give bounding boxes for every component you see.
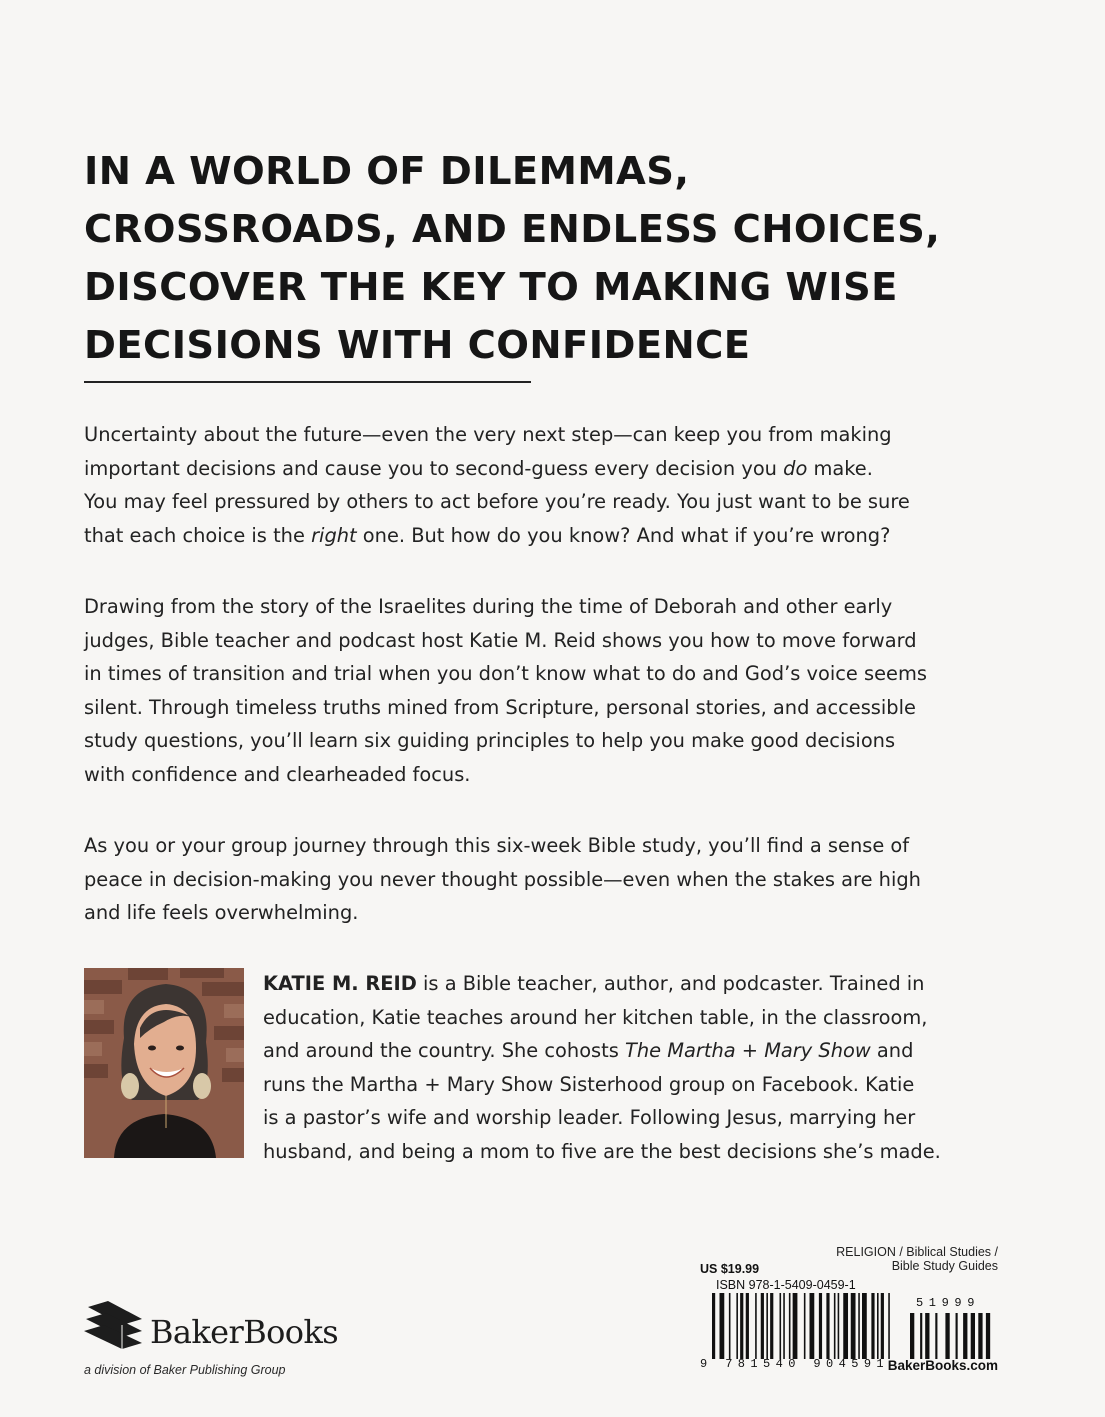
paragraph-line: Uncertainty about the future—even the very next step—can keep you from making	[84, 423, 892, 446]
barcode-bar	[851, 1293, 856, 1359]
price-addon-barcode	[910, 1313, 996, 1359]
barcode-bar	[838, 1293, 840, 1359]
headline-line: DECISIONS WITH CONFIDENCE	[84, 323, 751, 368]
barcode-bar	[910, 1313, 914, 1359]
headline-line: CROSSROADS, AND ENDLESS CHOICES,	[84, 207, 941, 252]
paragraph-line: study questions, you’ll learn six guiding principles to help you make good decisions	[84, 729, 896, 753]
barcode-bar	[858, 1293, 860, 1359]
barcode-bar	[826, 1293, 829, 1359]
bio-line: KATIE M. REID is a Bible teacher, author, and podcaster. Trained in	[263, 972, 925, 995]
author-photo	[84, 968, 244, 1158]
category-line: RELIGION / Biblical Studies /	[836, 1245, 998, 1259]
headline	[84, 143, 1044, 375]
barcode-bar	[877, 1293, 879, 1359]
publisher-name: BakerBooks	[150, 1313, 339, 1351]
paragraph-line: You may feel pressured by others to act before you’re ready. You just want to be sure	[84, 490, 910, 514]
bio-line: is a pastor’s wife and worship leader. Following Jesus, marrying her	[263, 1106, 916, 1130]
paragraph-line: and life feels overwhelming.	[84, 901, 359, 925]
barcode-bar	[971, 1313, 975, 1359]
barcode-bar	[956, 1313, 958, 1359]
barcode-bar	[843, 1293, 848, 1359]
divider-rule	[84, 381, 531, 383]
barcode-digits: 9 781540 904591	[700, 1357, 890, 1371]
paragraph-line: silent. Through timeless truths mined from Scripture, personal stories, and accessible	[84, 695, 916, 719]
barcode-bar	[729, 1293, 731, 1359]
barcode-bar	[881, 1293, 884, 1359]
barcode-bar	[746, 1293, 749, 1359]
category-line: Bible Study Guides	[891, 1259, 998, 1273]
barcode-bar	[834, 1293, 836, 1359]
barcode-bar	[888, 1293, 890, 1359]
barcode-bar	[963, 1313, 967, 1359]
barcode-bar	[783, 1293, 785, 1359]
barcode-bar	[770, 1293, 773, 1359]
barcode-bar	[925, 1313, 929, 1359]
barcode-bar	[740, 1293, 743, 1359]
barcode-bar	[761, 1293, 764, 1359]
barcode-bar	[804, 1293, 806, 1359]
barcode-bar	[736, 1293, 738, 1359]
author-bio	[263, 967, 1053, 1169]
barcode-block	[700, 1240, 1010, 1390]
barcode-bar	[793, 1293, 798, 1359]
price-addon-digits: 51999	[916, 1296, 981, 1310]
barcode-bar	[862, 1293, 867, 1359]
publisher-logo	[84, 1295, 374, 1385]
barcode-bar	[755, 1293, 757, 1359]
bio-line: education, Katie teaches around her kitchen table, in the classroom,	[263, 1005, 928, 1029]
barcode-bar	[712, 1293, 715, 1359]
barcode-bar	[780, 1293, 782, 1359]
barcode-bar	[810, 1293, 815, 1359]
publisher-website: BakerBooks.com	[887, 1358, 998, 1373]
paragraph-line: important decisions and cause you to second-guess every decision you do make.	[84, 456, 873, 480]
isbn: ISBN 978-1-5409-0459-1	[716, 1278, 856, 1292]
headline-line: IN A WORLD OF DILEMMAS,	[84, 149, 690, 194]
price: US $19.99	[700, 1262, 760, 1276]
barcode-bar	[920, 1313, 922, 1359]
paragraph-line: that each choice is the right one. But how do you know? And what if you’re wrong?	[84, 523, 891, 547]
headline-line: DISCOVER THE KEY TO MAKING WISE	[84, 265, 898, 310]
barcode-bar	[945, 1313, 949, 1359]
barcode-bar	[789, 1293, 791, 1359]
barcode-bar	[766, 1293, 768, 1359]
paragraph-line: in times of transition and trial when you don’t know what to do and God’s voice seems	[84, 662, 927, 686]
isbn-barcode	[712, 1293, 892, 1359]
bio-line: and around the country. She cohosts The Martha + Mary Show and	[263, 1039, 914, 1063]
barcode-bar	[871, 1293, 874, 1359]
barcode-bar	[819, 1293, 822, 1359]
author-portrait-illustration	[84, 968, 244, 1158]
description-paragraph-3	[84, 829, 1024, 930]
author-name: KATIE M. REID	[263, 972, 417, 995]
paragraph-line: Drawing from the story of the Israelites during the time of Deborah and other early	[84, 595, 893, 618]
paragraph-line: As you or your group journey through this six-week Bible study, you’ll find a sense of	[84, 834, 910, 857]
barcode-bar	[978, 1313, 982, 1359]
paragraph-line: judges, Bible teacher and podcast host Katie M. Reid shows you how to move forward	[84, 628, 917, 652]
barcode-bar	[720, 1293, 725, 1359]
bio-line: runs the Martha + Mary Show Sisterhood group on Facebook. Katie	[263, 1072, 915, 1096]
barcode-bar	[935, 1313, 937, 1359]
baker-books-book-icon	[84, 1297, 146, 1353]
paragraph-line: with confidence and clearheaded focus.	[84, 762, 471, 786]
publisher-division: a division of Baker Publishing Group	[84, 1363, 286, 1377]
bisac-category	[836, 1245, 998, 1273]
bio-line: husband, and being a mom to five are the best decisions she’s made.	[263, 1139, 941, 1163]
description-paragraph-1	[84, 418, 1024, 552]
barcode-bar	[986, 1313, 990, 1359]
paragraph-line: peace in decision-making you never thought possible—even when the stakes are high	[84, 867, 921, 891]
description-paragraph-2	[84, 590, 1024, 792]
